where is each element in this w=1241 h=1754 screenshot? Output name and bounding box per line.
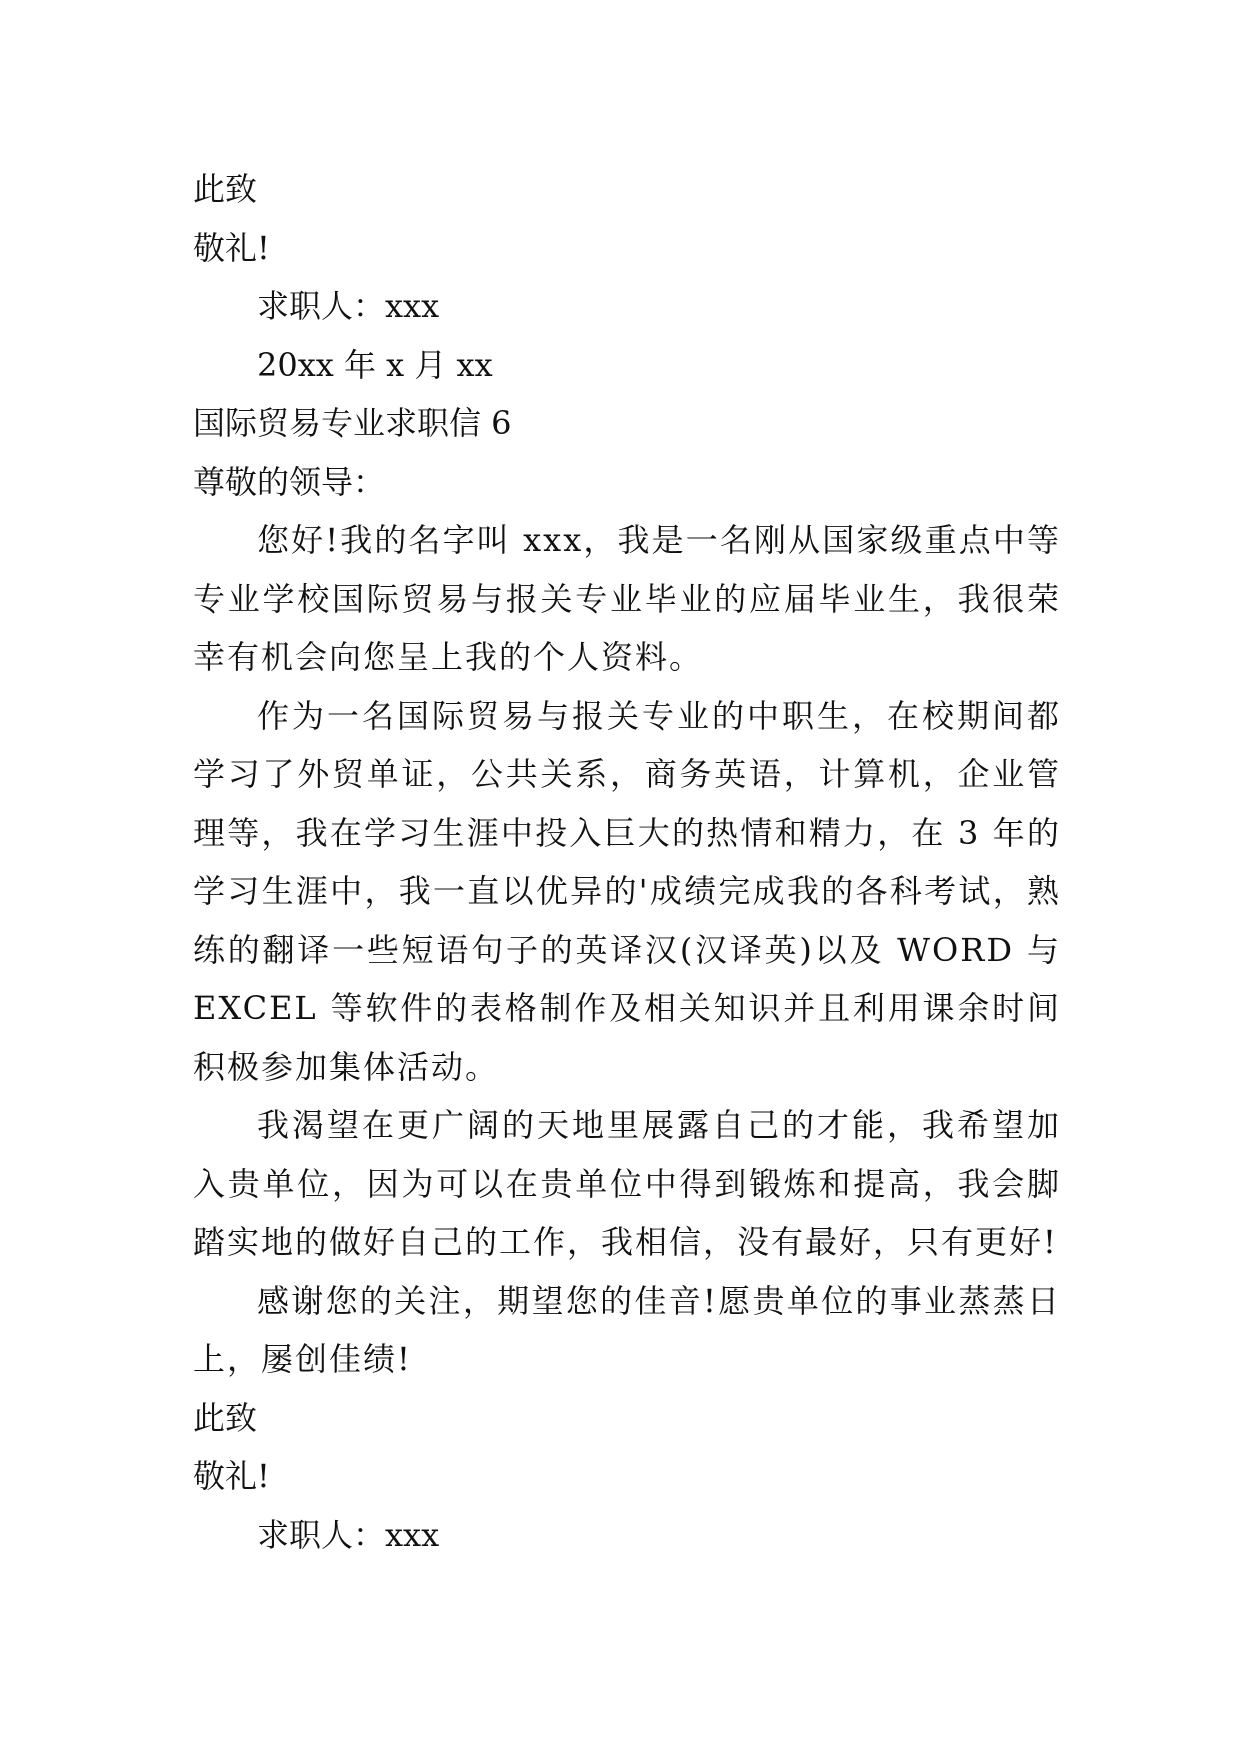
closing-line-1: 此致 (193, 1398, 258, 1437)
body-paragraph: 感谢您的关注，期望您的佳音!愿贵单位的事业蒸蒸日上，屡创佳绩! (193, 1281, 1061, 1378)
letter-title: 国际贸易专业求职信 6 (193, 404, 512, 442)
closing-line-2: 敬礼! (193, 1457, 270, 1495)
body-paragraph: 您好!我的名字叫 xxx，我是一名刚从国家级重点中等专业学校国际贸易与报关专业毕业的应届毕业生，我很荣幸有机会向您呈上我的个人资料。 (193, 521, 1061, 676)
closing-line-2: 敬礼! (193, 228, 270, 267)
signature-line: 求职人：xxx (257, 287, 440, 325)
closing-line-1: 此致 (193, 170, 258, 208)
signature-line: 求职人：xxx (257, 1515, 440, 1554)
salutation: 尊敬的领导： (193, 462, 386, 501)
body-paragraph: 我渴望在更广阔的天地里展露自己的才能，我希望加入贵单位，因为可以在贵单位中得到锻炼和提高，我会脚踏实地的做好自己的工作，我相信，没有最好，只有更好! (193, 1106, 1061, 1261)
body-paragraph: 作为一名国际贸易与报关专业的中职生，在校期间都学习了外贸单证，公共关系，商务英语，计算机，企业管理等，我在学习生涯中投入巨大的热情和精力，在 3 年的学习生涯中，我一直以优异的'成绩完成我的各科考试，熟练的翻译一些短语句子的英译汉(汉译英)以及 WORD 与 EXCEL 等软件的表格制作及相关知识并且利用课余时间积极参加集体活动。 (193, 696, 1061, 1086)
document-body (193, 160, 1061, 1564)
date-line: 20xx 年 x 月 xx (257, 345, 493, 384)
